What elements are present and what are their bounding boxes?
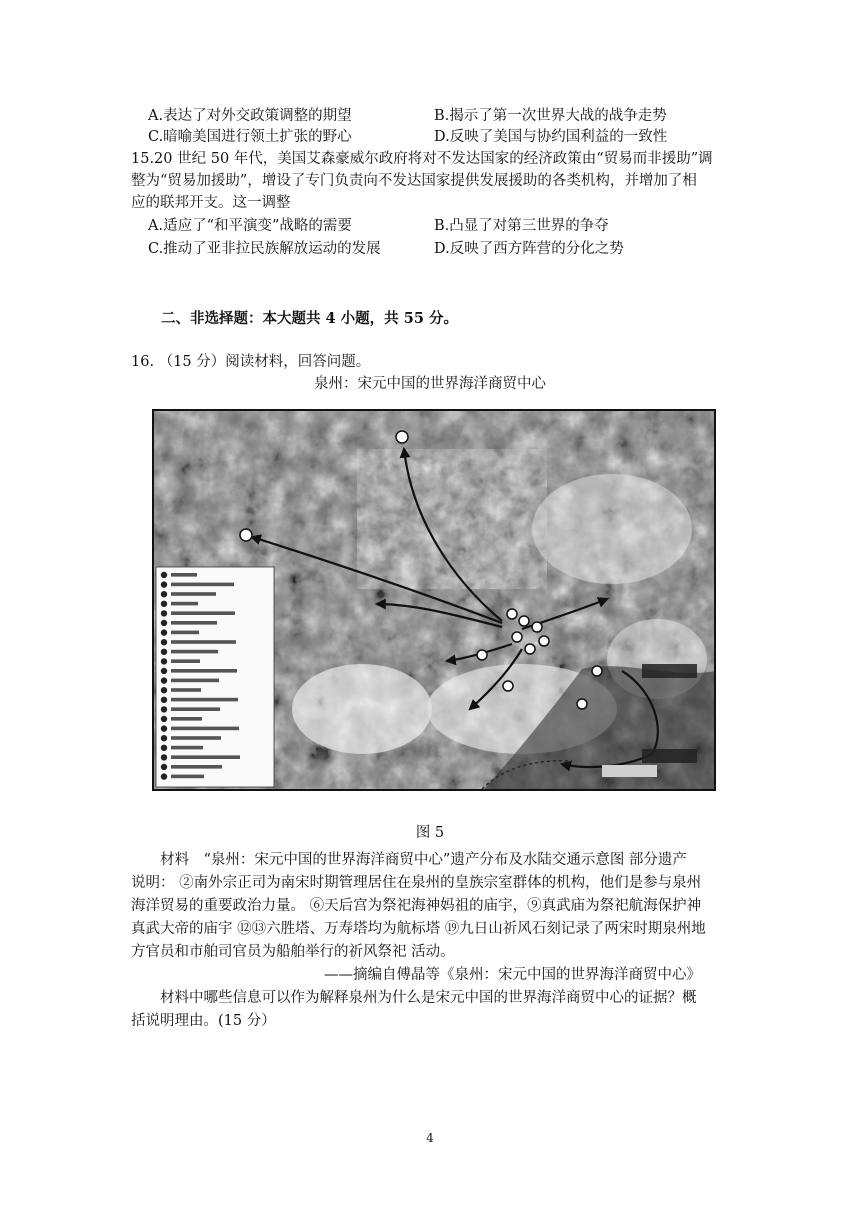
legend-text-bar: [171, 746, 203, 750]
map-label-box: [642, 749, 697, 763]
quanzhou-heritage-map: [152, 409, 716, 791]
legend-text-bar: [171, 755, 240, 759]
legend-marker: [161, 620, 167, 626]
legend-text-bar: [171, 688, 201, 692]
site-marker: [532, 622, 542, 632]
legend-text-bar: [171, 650, 218, 654]
map-legend: [156, 567, 274, 787]
legend-marker: [161, 639, 167, 645]
q15-option-c: C.推动了亚非拉民族解放运动的发展: [148, 241, 381, 257]
legend-marker: [161, 572, 167, 578]
legend-marker: [161, 677, 167, 683]
site-marker: [477, 650, 487, 660]
legend-marker: [161, 754, 167, 760]
site-marker: [539, 636, 549, 646]
legend-marker: [161, 735, 167, 741]
legend-text-bar: [171, 592, 216, 596]
q14-option-b: B.揭示了第一次世界大战的战争走势: [434, 108, 667, 124]
legend-text-bar: [171, 640, 236, 644]
question-line-2: 括说明理由。(15 分）: [131, 1013, 276, 1029]
q16-stem: 16. （15 分）阅读材料，回答问题。: [131, 354, 371, 370]
q15-stem-line-1: 15.20 世纪 50 年代，美国艾森豪威尔政府将对不发达国家的经济政策由“贸易而非援助”调: [131, 151, 713, 167]
legend-text-bar: [171, 602, 198, 606]
q14-option-a: A.表达了对外交政策调整的期望: [148, 108, 352, 124]
site-marker: [240, 529, 252, 541]
q15-stem-line-2: 整为“贸易加援助”，增设了专门负责向不发达国家提供发展援助的各类机构，并增加了相: [131, 173, 697, 189]
legend-marker: [161, 706, 167, 712]
legend-marker: [161, 581, 167, 587]
legend-text-bar: [171, 727, 239, 731]
site-marker: [507, 609, 517, 619]
legend-text-bar: [171, 631, 199, 635]
legend-text-bar: [171, 611, 235, 615]
legend-marker: [161, 687, 167, 693]
legend-text-bar: [171, 736, 221, 740]
legend-marker: [161, 610, 167, 616]
site-marker: [503, 681, 513, 691]
page-number: 4: [426, 1131, 434, 1145]
material-line-4: 真武大帝的庙宇 ⑫⑬六胜塔、万寿塔均为航标塔 ⑲九日山祈风石刻记录了两宋时期泉州地: [131, 921, 706, 937]
legend-text-bar: [171, 659, 200, 663]
question-line-1: 材料中哪些信息可以作为解释泉州为什么是宋元中国的世界海洋商贸中心的证据？概: [160, 990, 697, 1006]
legend-marker: [161, 697, 167, 703]
legend-text-bar: [171, 583, 234, 587]
material-source: ——摘编自傅晶等《泉州：宋元中国的世界海洋商贸中心》: [324, 967, 701, 983]
q15-option-d: D.反映了西方阵营的分化之势: [434, 241, 624, 257]
material-line-1: 材料 “泉州：宋元中国的世界海洋商贸中心”遗产分布及水陆交通示意图 部分遗产: [160, 852, 687, 868]
legend-text-bar: [171, 717, 202, 721]
q15-option-a: A.适应了“和平演变”战略的需要: [148, 218, 352, 234]
site-marker: [519, 616, 529, 626]
site-marker: [396, 431, 408, 443]
legend-text-bar: [171, 621, 217, 625]
legend-marker: [161, 716, 167, 722]
legend-text-bar: [171, 775, 204, 779]
q15-stem-line-3: 应的联邦开支。这一调整: [131, 195, 291, 211]
legend-text-bar: [171, 698, 238, 702]
material-line-2: 说明： ②南外宗正司为南宋时期管理居住在泉州的皇族宗室群体的机构，他们是参与泉州: [131, 875, 702, 891]
legend-marker: [161, 601, 167, 607]
site-marker: [525, 644, 535, 654]
q15-option-b: B.凸显了对第三世界的争夺: [434, 218, 609, 234]
site-marker: [577, 699, 587, 709]
map-label-box: [642, 664, 697, 678]
legend-marker: [161, 629, 167, 635]
legend-marker: [161, 591, 167, 597]
q14-option-c: C.暗喻美国进行领土扩张的野心: [148, 129, 352, 145]
site-marker: [592, 666, 602, 676]
map-label-box: [602, 765, 657, 777]
legend-text-bar: [171, 679, 219, 683]
section-heading: 二、非选择题：本大题共 4 小题，共 55 分。: [161, 310, 458, 327]
legend-marker: [161, 668, 167, 674]
legend-text-bar: [171, 669, 237, 673]
map-title: 泉州：宋元中国的世界海洋商贸中心: [314, 376, 546, 392]
legend-marker: [161, 725, 167, 731]
q14-option-d: D.反映了美国与协约国利益的一致性: [434, 129, 668, 145]
legend-text-bar: [171, 573, 197, 577]
legend-text-bar: [171, 765, 222, 769]
legend-marker: [161, 658, 167, 664]
legend-marker: [161, 649, 167, 655]
material-line-3: 海洋贸易的重要政治力量。 ⑥天后宫为祭祀海神妈祖的庙宇，⑨真武庙为祭祀航海保护神: [131, 898, 702, 914]
legend-text-bar: [171, 707, 220, 711]
material-line-5: 方官员和市舶司官员为船舶举行的祈风祭祀 活动。: [131, 944, 455, 960]
site-marker: [512, 632, 522, 642]
legend-marker: [161, 764, 167, 770]
legend-marker: [161, 745, 167, 751]
figure-caption: 图 5: [415, 825, 445, 841]
legend-marker: [161, 773, 167, 779]
